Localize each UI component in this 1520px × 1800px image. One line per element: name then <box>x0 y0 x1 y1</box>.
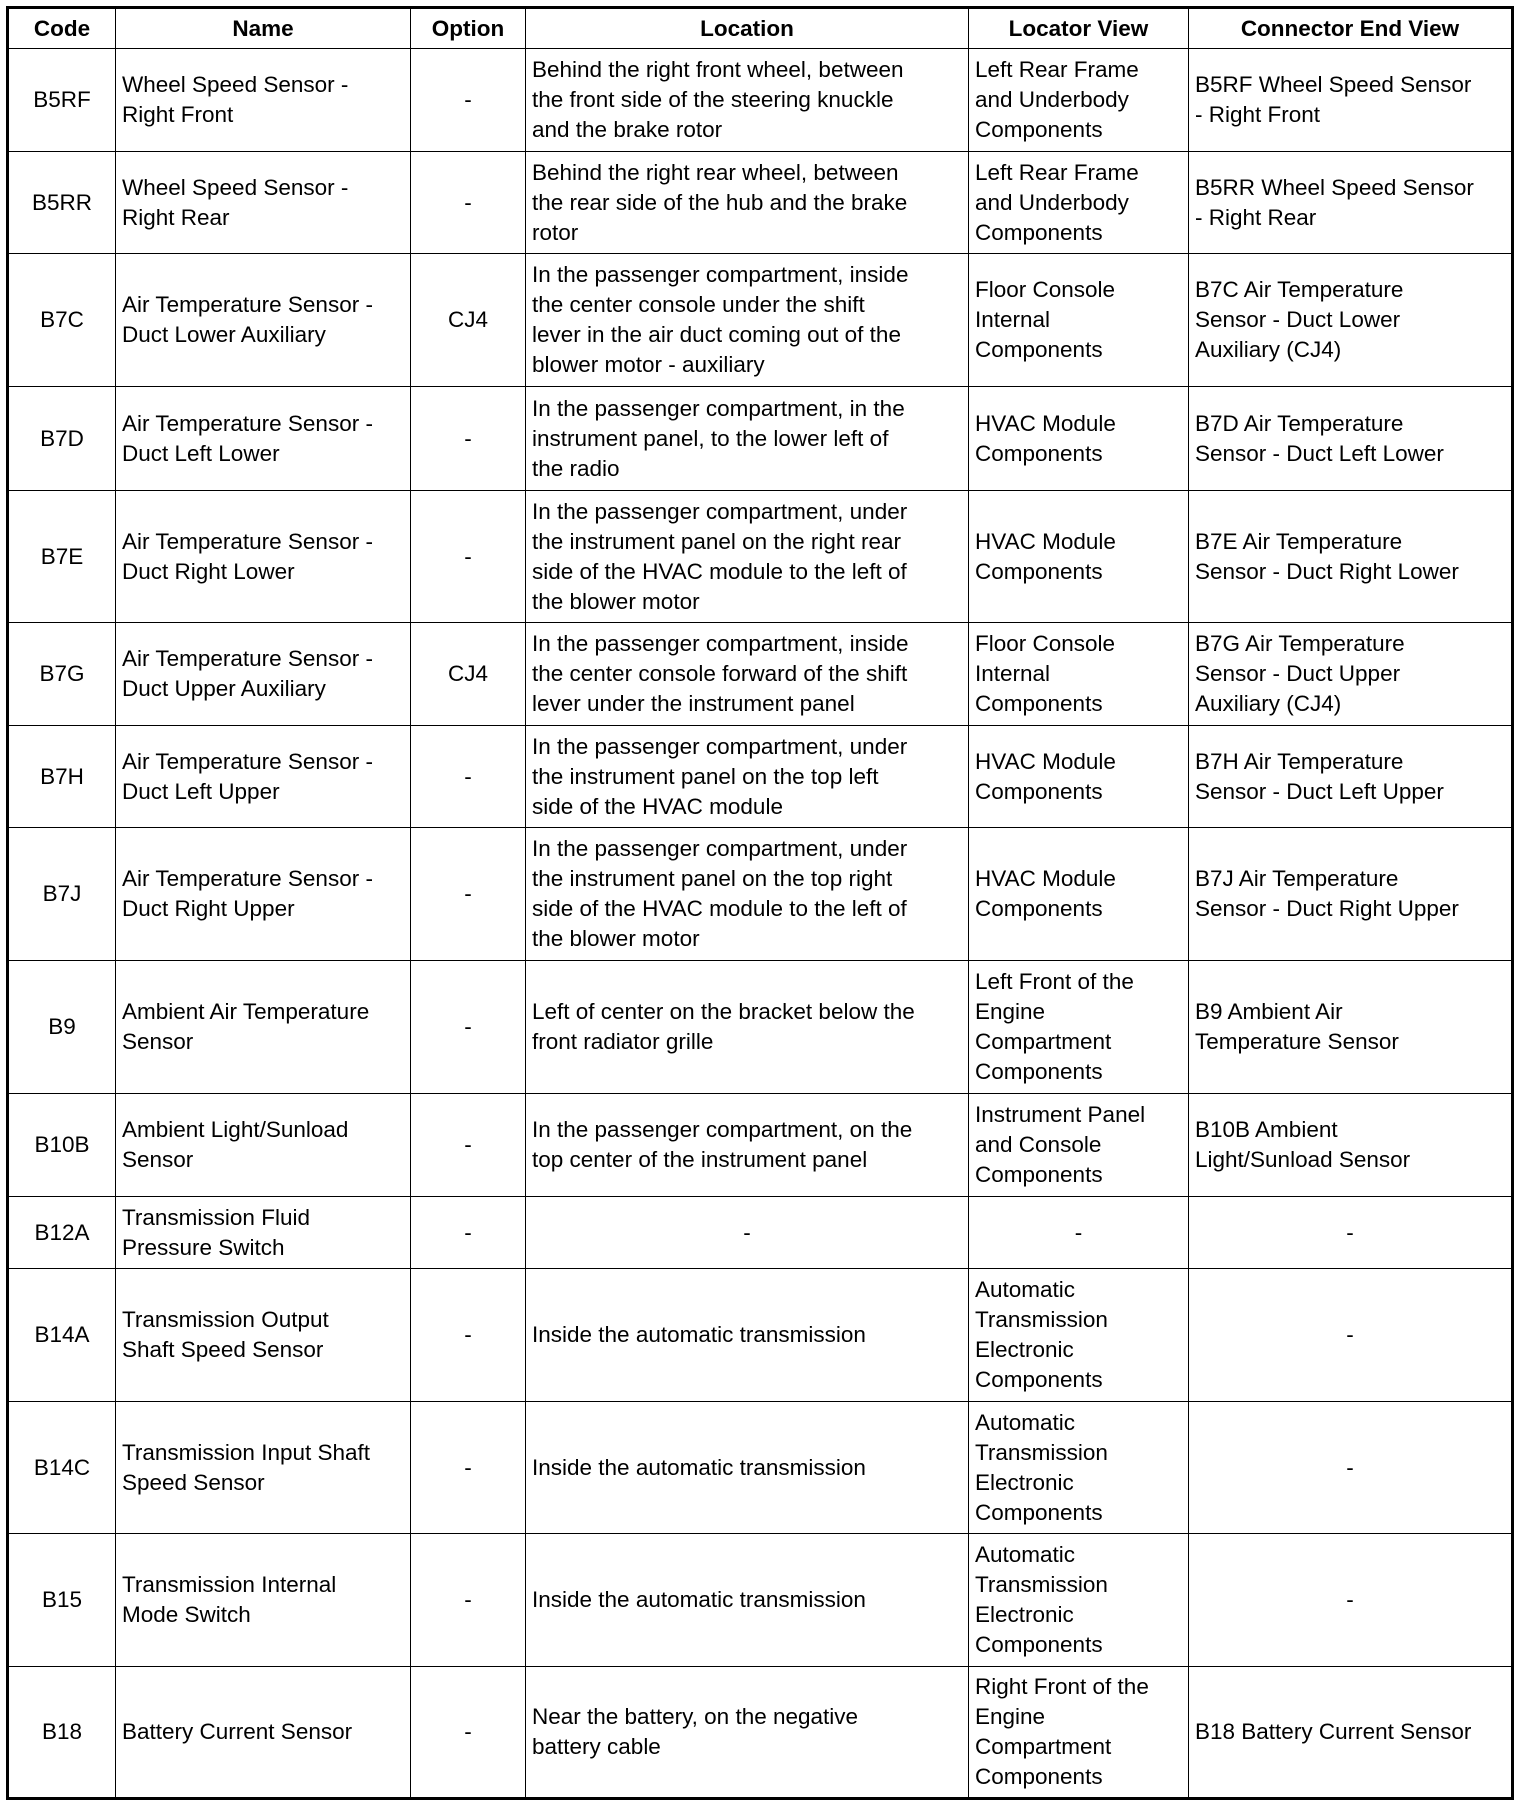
header-name: Name <box>116 8 411 49</box>
cell-location: - <box>526 1197 969 1269</box>
cell-option: - <box>411 1094 526 1197</box>
cell-locator-view: Left Front of the Engine Compartment Components <box>969 961 1189 1094</box>
cell-location: In the passenger compartment, on the top center of the instrument panel <box>526 1094 969 1197</box>
table-row <box>8 961 1513 1094</box>
table-row <box>8 254 1513 387</box>
header-locator-view: Locator View <box>969 8 1189 49</box>
cell-connector-end-view: B7H Air Temperature Sensor - Duct Left Upper <box>1189 726 1513 828</box>
cell-locator-view: Floor Console Internal Components <box>969 254 1189 387</box>
cell-option: - <box>411 1667 526 1799</box>
cell-location: Behind the right rear wheel, between the rear side of the hub and the brake rotor <box>526 152 969 254</box>
cell-name: Air Temperature Sensor - Duct Right Lower <box>116 491 411 623</box>
cell-location: In the passenger compartment, under the instrument panel on the top left side of the HVAC module <box>526 726 969 828</box>
cell-location: Inside the automatic transmission <box>526 1534 969 1667</box>
cell-code: B12A <box>8 1197 116 1269</box>
cell-code: B9 <box>8 961 116 1094</box>
cell-option: - <box>411 828 526 961</box>
cell-option: CJ4 <box>411 623 526 726</box>
cell-option: - <box>411 1534 526 1667</box>
cell-option: - <box>411 1269 526 1402</box>
cell-locator-view: Automatic Transmission Electronic Components <box>969 1402 1189 1534</box>
cell-connector-end-view: - <box>1189 1534 1513 1667</box>
cell-locator-view: Left Rear Frame and Underbody Components <box>969 49 1189 152</box>
cell-name: Air Temperature Sensor - Duct Left Upper <box>116 726 411 828</box>
cell-option: - <box>411 1197 526 1269</box>
cell-option: - <box>411 1402 526 1534</box>
cell-connector-end-view: - <box>1189 1197 1513 1269</box>
cell-code: B14C <box>8 1402 116 1534</box>
cell-location: In the passenger compartment, under the instrument panel on the right rear side of the HVAC module to the left of the blower motor <box>526 491 969 623</box>
cell-option: - <box>411 387 526 491</box>
cell-name: Air Temperature Sensor - Duct Upper Auxiliary <box>116 623 411 726</box>
header-option: Option <box>411 8 526 49</box>
cell-connector-end-view: B7J Air Temperature Sensor - Duct Right Upper <box>1189 828 1513 961</box>
cell-option: - <box>411 491 526 623</box>
table-row <box>8 491 1513 623</box>
cell-name: Transmission Output Shaft Speed Sensor <box>116 1269 411 1402</box>
cell-locator-view: - <box>969 1197 1189 1269</box>
cell-name: Wheel Speed Sensor - Right Front <box>116 49 411 152</box>
cell-locator-view: Left Rear Frame and Underbody Components <box>969 152 1189 254</box>
cell-option: - <box>411 726 526 828</box>
cell-code: B7G <box>8 623 116 726</box>
cell-name: Ambient Light/Sunload Sensor <box>116 1094 411 1197</box>
cell-locator-view: HVAC Module Components <box>969 387 1189 491</box>
table-row <box>8 1269 1513 1402</box>
cell-location: Inside the automatic transmission <box>526 1402 969 1534</box>
header-connector-end-view: Connector End View <box>1189 8 1513 49</box>
cell-connector-end-view: B5RR Wheel Speed Sensor - Right Rear <box>1189 152 1513 254</box>
header-code: Code <box>8 8 116 49</box>
table-row <box>8 49 1513 152</box>
cell-location: In the passenger compartment, in the instrument panel, to the lower left of the radio <box>526 387 969 491</box>
cell-name: Transmission Internal Mode Switch <box>116 1534 411 1667</box>
cell-name: Wheel Speed Sensor - Right Rear <box>116 152 411 254</box>
cell-location: Left of center on the bracket below the front radiator grille <box>526 961 969 1094</box>
table-row <box>8 1667 1513 1799</box>
cell-name: Air Temperature Sensor - Duct Right Upper <box>116 828 411 961</box>
cell-locator-view: Instrument Panel and Console Components <box>969 1094 1189 1197</box>
cell-name: Ambient Air Temperature Sensor <box>116 961 411 1094</box>
cell-connector-end-view: B5RF Wheel Speed Sensor - Right Front <box>1189 49 1513 152</box>
table-row <box>8 387 1513 491</box>
cell-code: B7J <box>8 828 116 961</box>
table-row <box>8 726 1513 828</box>
cell-code: B7C <box>8 254 116 387</box>
cell-code: B7D <box>8 387 116 491</box>
cell-code: B5RF <box>8 49 116 152</box>
cell-connector-end-view: B10B Ambient Light/Sunload Sensor <box>1189 1094 1513 1197</box>
header-location: Location <box>526 8 969 49</box>
cell-location: Behind the right front wheel, between the front side of the steering knuckle and the brake rotor <box>526 49 969 152</box>
component-locator-table <box>6 6 1514 1800</box>
table-row <box>8 1197 1513 1269</box>
cell-locator-view: Automatic Transmission Electronic Components <box>969 1269 1189 1402</box>
cell-connector-end-view: B9 Ambient Air Temperature Sensor <box>1189 961 1513 1094</box>
cell-connector-end-view: B7D Air Temperature Sensor - Duct Left Lower <box>1189 387 1513 491</box>
cell-location: Near the battery, on the negative battery cable <box>526 1667 969 1799</box>
cell-locator-view: Floor Console Internal Components <box>969 623 1189 726</box>
cell-option: CJ4 <box>411 254 526 387</box>
cell-name: Transmission Fluid Pressure Switch <box>116 1197 411 1269</box>
cell-code: B10B <box>8 1094 116 1197</box>
cell-name: Air Temperature Sensor - Duct Left Lower <box>116 387 411 491</box>
cell-connector-end-view: B18 Battery Current Sensor <box>1189 1667 1513 1799</box>
table-row <box>8 1402 1513 1534</box>
cell-code: B5RR <box>8 152 116 254</box>
cell-name: Battery Current Sensor <box>116 1667 411 1799</box>
table-row <box>8 1094 1513 1197</box>
cell-connector-end-view: B7C Air Temperature Sensor - Duct Lower Auxiliary (CJ4) <box>1189 254 1513 387</box>
cell-code: B7E <box>8 491 116 623</box>
table-row <box>8 828 1513 961</box>
cell-locator-view: Right Front of the Engine Compartment Components <box>969 1667 1189 1799</box>
cell-location: Inside the automatic transmission <box>526 1269 969 1402</box>
cell-connector-end-view: B7G Air Temperature Sensor - Duct Upper Auxiliary (CJ4) <box>1189 623 1513 726</box>
cell-code: B7H <box>8 726 116 828</box>
cell-code: B14A <box>8 1269 116 1402</box>
cell-option: - <box>411 961 526 1094</box>
cell-code: B15 <box>8 1534 116 1667</box>
cell-locator-view: HVAC Module Components <box>969 726 1189 828</box>
cell-code: B18 <box>8 1667 116 1799</box>
cell-location: In the passenger compartment, inside the center console forward of the shift lever under the instrument panel <box>526 623 969 726</box>
cell-connector-end-view: - <box>1189 1269 1513 1402</box>
table-row <box>8 623 1513 726</box>
table-row <box>8 152 1513 254</box>
cell-locator-view: Automatic Transmission Electronic Components <box>969 1534 1189 1667</box>
header-row <box>8 8 1513 49</box>
cell-option: - <box>411 49 526 152</box>
cell-name: Transmission Input Shaft Speed Sensor <box>116 1402 411 1534</box>
cell-connector-end-view: B7E Air Temperature Sensor - Duct Right Lower <box>1189 491 1513 623</box>
cell-location: In the passenger compartment, inside the center console under the shift lever in the air duct coming out of the blower motor - auxiliary <box>526 254 969 387</box>
cell-locator-view: HVAC Module Components <box>969 828 1189 961</box>
cell-option: - <box>411 152 526 254</box>
cell-locator-view: HVAC Module Components <box>969 491 1189 623</box>
table-row <box>8 1534 1513 1667</box>
cell-location: In the passenger compartment, under the instrument panel on the top right side of the HVAC module to the left of the blower motor <box>526 828 969 961</box>
cell-name: Air Temperature Sensor - Duct Lower Auxiliary <box>116 254 411 387</box>
cell-connector-end-view: - <box>1189 1402 1513 1534</box>
